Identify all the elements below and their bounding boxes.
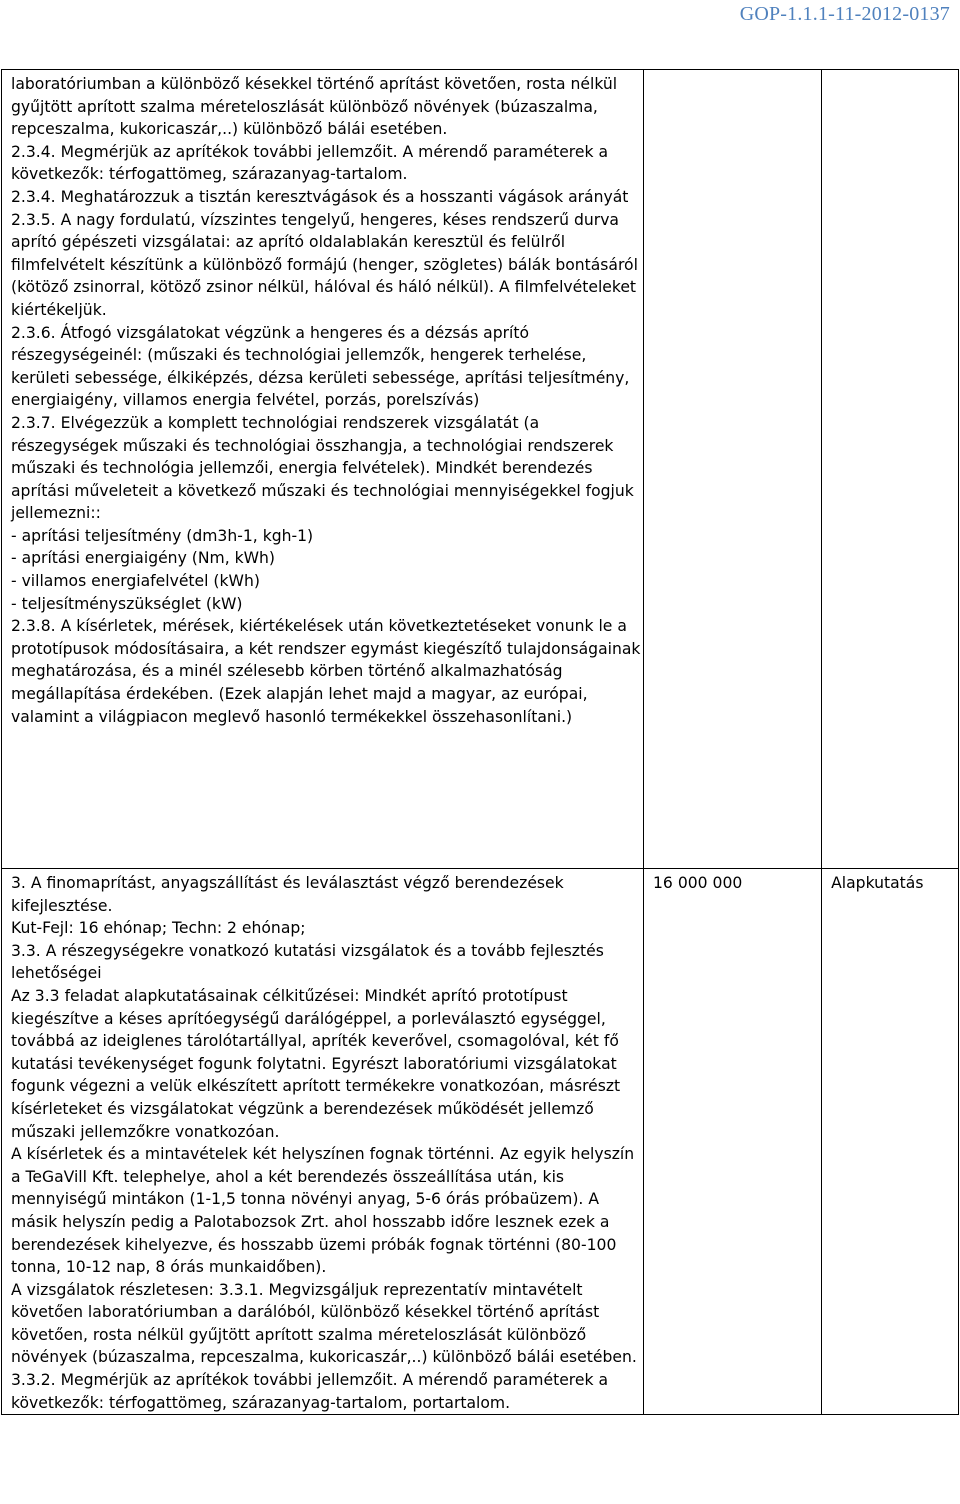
list-item: - aprítási teljesítmény (dm3h-1, kgh-1) [11,526,314,545]
document-code: GOP-1.1.1-11-2012-0137 [739,3,950,25]
paragraph: 2.3.4. Megmérjük az aprítékok további jellemzőit. A mérendő paraméterek a következők: térfogattömeg, szárazanyag-tartalom. [11,142,608,184]
paragraph: Az 3.3 feladat alapkutatásainak célkitűzései: Mindkét aprító prototípust kiegészítve a késes aprítóegységű darálógéppel, a porleválasztó egységgel, továbbá az ideiglenes tárolótartállyal, apríték keverővel, csomagolóval, két fő kutatási tevékenységet fogunk folytatni. Egyrészt laboratóriumi vizsgálatokat fogunk végezni a velük elkészített aprított termékekre vonatkozóan, másrészt kísérleteket és vizsgálatokat végzünk a berendezések működését jellemző műszaki jellemzőkre vonatkozóan. [11,986,621,1141]
list-item: - aprítási energiaigény (Nm, kWh) [11,549,276,568]
paragraph: A kísérletek és a mintavételek két helyszínen fognak történni. Az egyik helyszín a TeGaVill Kft. telephelye, ahol a két berendezés összeállítása után, kis mennyiségű mintákon (1-1,5 tonna növényi anyag, 5-6 órás próbaüzem). A másik helyszín pedig a Palotabozsok Zrt. ahol hosszabb időre lesznek ezek a berendezések kihelyezve, és hosszabb üzemi próbák fognak történni (80-100 tonna, 10-12 nap, 8 órás munkaidőben). [11,1145,635,1277]
paragraph: 3.3.2. Megmérjük az aprítékok további jellemzőit. A mérendő paraméterek a következők: térfogattömeg, szárazanyag-tartalom, portartalom. [11,1371,608,1412]
paragraph: Kut-Fejl: 16 ehónap; Techn: 2 ehónap; [11,919,306,938]
paragraph: 3.3. A részegységekre vonatkozó kutatási vizsgálatok és a tovább fejlesztés lehetőségei [11,941,604,983]
paragraph: 2.3.6. Átfogó vizsgálatokat végzünk a hengeres és a dézsás aprító részegységeinél: (műszaki és technológiai jellemzők, hengerek terhelése, kerületi sebessége, élkiképzés, dézsa kerületi sebessége, aprítási teljesítmény, energiaigény, villamos energia felvétel, porzás, porelszívás) [11,323,630,410]
paragraph: 2.3.7. Elvégezzük a komplett technológiai rendszerek vizsgálatát (a részegységek műszaki és technológiai összhangja, a technológiai rendszerek műszaki és technológia jellemzői, energia felvételek). Mindkét berendezés aprítási műveleteit a következő műszaki és technológiai mennyiségekkel fogjuk jellemezni:: [11,413,634,523]
paragraph: 2.3.4. Meghatározzuk a tisztán keresztvágások és a hosszanti vágások arányát [11,187,629,206]
paragraph: laboratóriumban a különböző késekkel történő aprítást követően, rosta nélkül gyűjtött aprított szalma méreteloszlását különböző növények (búzaszalma, repceszalma, kukoricaszár,..) különböző bálái esetében. [11,75,618,139]
description-cell [2,70,644,869]
paragraph: A vizsgálatok részletesen: 3.3.1. Megvizsgáljuk reprezentatív mintavételt követően laboratóriumban a darálóból, különböző késekkel történő aprítást követően, rosta nélkül gyűjtött aprított szalma méreteloszlását különböző növények (búzaszalma, repceszalma, kukoricaszár,..) különböző bálái esetében. [11,1280,637,1367]
paragraph: 3. A finomaprítást, anyagszállítást és leválasztást végző berendezések kifejlesztése. [11,874,564,915]
amount-cell: 16 000 000 [644,869,822,1415]
list-item: - villamos energiafelvétel (kWh) [11,572,260,591]
activity-table [1,69,959,1415]
description-cell [2,869,644,1415]
research-type-cell [822,70,959,869]
paragraph: 2.3.8. A kísérletek, mérések, kiértékelések után következtetéseket vonunk le a prototípusok módosításaira, a két rendszer egymást kiegészítő tulajdonságainak meghatározása, és a minél szélesebb körben történő alkalmazhatóság megállapítása érdekében. (Ezek alapján lehet majd a magyar, az európai, valamint a világpiacon meglevő hasonló termékekkel összehasonlítani.) [11,617,641,726]
table-row [2,869,959,1415]
list-item: - teljesítményszükséglet (kW) [11,594,243,613]
research-type-cell: Alapkutatás [822,869,959,1415]
paragraph: 2.3.5. A nagy fordulatú, vízszintes tengelyű, hengeres, késes rendszerű durva aprító gépészeti vizsgálatai: az aprító oldalablakán keresztül és felülről filmfelvételt készítünk a különböző formájú (henger, szögletes) bálák bontásáról (kötöző zsinorral, kötöző zsinor nélkül, hálóval és háló nélkül). A filmfelvételeket kiértékeljük. [11,210,638,319]
amount-cell [644,70,822,869]
table-row [2,70,959,869]
